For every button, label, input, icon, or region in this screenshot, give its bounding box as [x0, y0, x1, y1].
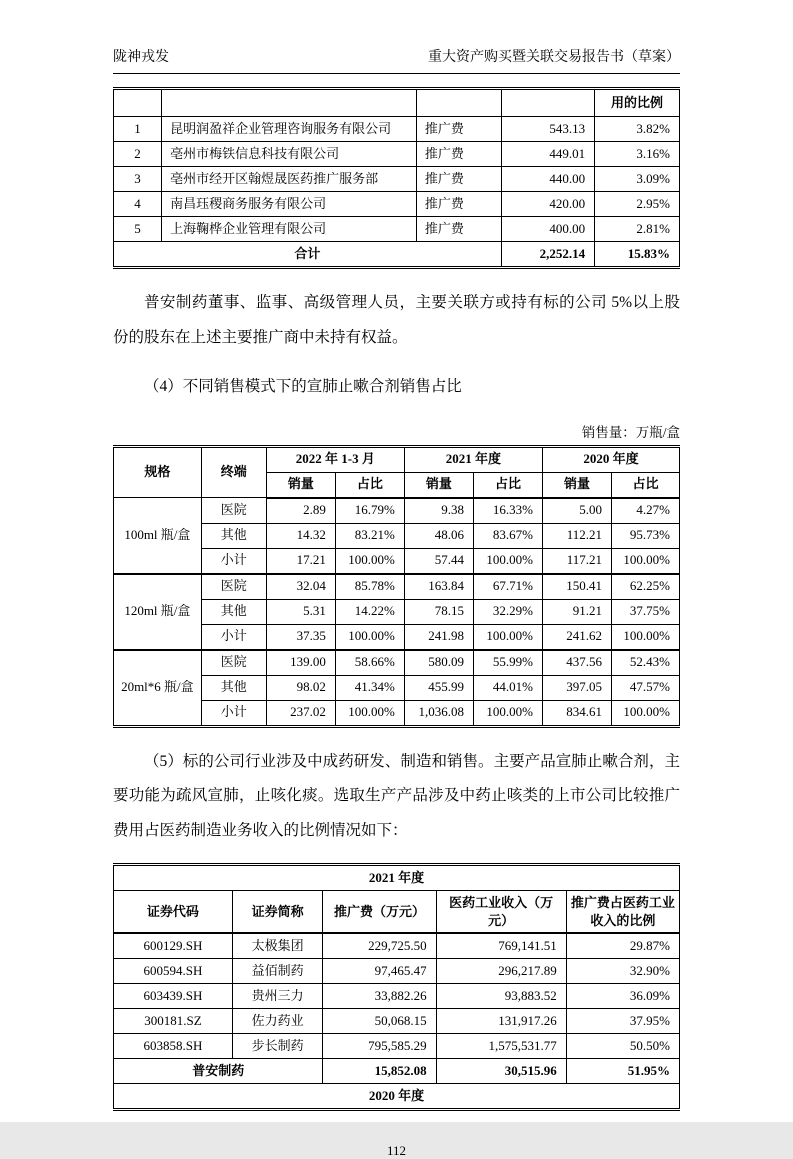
pharma-income: 93,883.52 — [436, 984, 566, 1009]
table-row — [114, 650, 680, 676]
table-row — [114, 1009, 680, 1034]
sales-value: 455.99 — [404, 675, 473, 700]
fee-ratio: 2.81% — [595, 217, 680, 242]
promoter-name: 亳州市经开区翰煜晟医药推广服务部 — [162, 167, 417, 192]
target-pharma-income: 30,515.96 — [436, 1059, 566, 1084]
share-value: 100.00% — [473, 624, 542, 650]
row-index: 5 — [114, 217, 162, 242]
share-value: 37.75% — [612, 599, 680, 624]
terminal-label: 医院 — [201, 574, 266, 600]
sales-value: 1,036.08 — [404, 700, 473, 726]
next-year-title-row — [114, 1084, 680, 1110]
sales-value: 580.09 — [404, 650, 473, 676]
sales-value: 48.06 — [404, 523, 473, 548]
fee-ratio: 37.95% — [566, 1009, 679, 1034]
row-index: 4 — [114, 192, 162, 217]
share-value: 55.99% — [473, 650, 542, 676]
terminal-label: 小计 — [201, 624, 266, 650]
volume-header: 销量 — [404, 472, 473, 498]
security-code: 600594.SH — [114, 959, 233, 984]
share-value: 14.22% — [335, 599, 404, 624]
share-value: 47.57% — [612, 675, 680, 700]
table-row — [114, 959, 680, 984]
security-code: 603439.SH — [114, 984, 233, 1009]
share-value: 32.29% — [473, 599, 542, 624]
sales-value: 117.21 — [542, 548, 611, 574]
header-security-code: 证券代码 — [114, 891, 233, 934]
fee-ratio: 3.16% — [595, 142, 680, 167]
share-value: 83.67% — [473, 523, 542, 548]
table-row — [114, 984, 680, 1009]
promo-fee: 97,465.47 — [323, 959, 436, 984]
security-name: 益佰制药 — [232, 959, 323, 984]
sales-value: 57.44 — [404, 548, 473, 574]
sales-value: 241.62 — [542, 624, 611, 650]
sales-unit-note: 销售量：万瓶/盒 — [581, 424, 680, 440]
share-value: 100.00% — [335, 700, 404, 726]
promoter-name: 亳州市梅铁信息科技有限公司 — [162, 142, 417, 167]
fee-amount: 543.13 — [501, 117, 594, 142]
volume-header: 销量 — [542, 472, 611, 498]
share-value: 44.01% — [473, 675, 542, 700]
share-value: 62.25% — [612, 574, 680, 600]
sales-value: 150.41 — [542, 574, 611, 600]
table-row — [114, 117, 680, 142]
fee-type: 推广费 — [416, 167, 501, 192]
table-row — [114, 1034, 680, 1059]
share-value: 95.73% — [612, 523, 680, 548]
period-header: 2022 年 1-3 月 — [266, 446, 404, 472]
share-value: 85.78% — [335, 574, 404, 600]
fee-amount: 400.00 — [501, 217, 594, 242]
sales-value: 32.04 — [266, 574, 335, 600]
table-row — [114, 498, 680, 524]
spec-label: 20ml*6 瓶/盒 — [114, 650, 202, 727]
row-index: 3 — [114, 167, 162, 192]
table-row — [114, 142, 680, 167]
total-label: 合计 — [114, 242, 502, 268]
table-row — [114, 192, 680, 217]
sales-value: 163.84 — [404, 574, 473, 600]
fee-ratio: 3.82% — [595, 117, 680, 142]
terminal-label: 医院 — [201, 650, 266, 676]
spec-column-header: 规格 — [114, 446, 202, 498]
security-code: 300181.SZ — [114, 1009, 233, 1034]
share-value: 4.27% — [612, 498, 680, 524]
total-ratio: 15.83% — [595, 242, 680, 268]
sales-value: 14.32 — [266, 523, 335, 548]
header-cell-ratio: 用的比例 — [595, 89, 680, 117]
share-value: 52.43% — [612, 650, 680, 676]
target-company-row — [114, 1059, 680, 1084]
header-cell-empty — [114, 89, 162, 117]
share-value: 83.21% — [335, 523, 404, 548]
fee-ratio: 32.90% — [566, 959, 679, 984]
sales-value: 5.31 — [266, 599, 335, 624]
promo-fee: 795,585.29 — [323, 1034, 436, 1059]
fee-amount: 449.01 — [501, 142, 594, 167]
total-row — [114, 242, 680, 268]
volume-header: 销量 — [266, 472, 335, 498]
security-name: 太极集团 — [232, 933, 323, 959]
share-value: 58.66% — [335, 650, 404, 676]
sales-by-channel-table — [113, 445, 680, 728]
spec-label: 100ml 瓶/盒 — [114, 498, 202, 574]
next-year-title: 2020 年度 — [114, 1084, 680, 1110]
total-amount: 2,252.14 — [501, 242, 594, 268]
share-value: 100.00% — [473, 548, 542, 574]
sales-value: 437.56 — [542, 650, 611, 676]
sales-value: 17.21 — [266, 548, 335, 574]
sales-value: 112.21 — [542, 523, 611, 548]
table-row — [114, 574, 680, 600]
fee-ratio: 2.95% — [595, 192, 680, 217]
terminal-column-header: 终端 — [201, 446, 266, 498]
sales-value: 834.61 — [542, 700, 611, 726]
terminal-label: 小计 — [201, 548, 266, 574]
share-header: 占比 — [335, 472, 404, 498]
header-pharma-income: 医药工业收入（万元） — [436, 891, 566, 934]
share-header: 占比 — [612, 472, 680, 498]
sales-value: 98.02 — [266, 675, 335, 700]
share-value: 100.00% — [335, 548, 404, 574]
fee-ratio: 50.50% — [566, 1034, 679, 1059]
promoter-name: 南昌珏稷商务服务有限公司 — [162, 192, 417, 217]
page-header — [113, 46, 680, 74]
header-cell-empty — [501, 89, 594, 117]
paragraph-equity-statement: 普安制药董事、监事、高级管理人员，主要关联方或持有标的公司 5%以上股份的股东在上述主要推广商中未持有权益。 — [113, 294, 680, 346]
terminal-label: 小计 — [201, 700, 266, 726]
sales-value: 241.98 — [404, 624, 473, 650]
fee-ratio: 3.09% — [595, 167, 680, 192]
promoter-name: 昆明润盈祥企业管理咨询服务有限公司 — [162, 117, 417, 142]
page-number: 112 — [386, 1143, 407, 1159]
sales-value: 91.21 — [542, 599, 611, 624]
fee-type: 推广费 — [416, 142, 501, 167]
share-header: 占比 — [473, 472, 542, 498]
fee-type: 推广费 — [416, 192, 501, 217]
promoter-fee-table — [113, 87, 680, 269]
terminal-label: 医院 — [201, 498, 266, 524]
pharma-income: 769,141.51 — [436, 933, 566, 959]
sales-value: 139.00 — [266, 650, 335, 676]
period-header: 2020 年度 — [542, 446, 679, 472]
sales-value: 397.05 — [542, 675, 611, 700]
comparison-header-row — [114, 891, 680, 934]
section-5-paragraph: （5）标的公司行业涉及中成药研发、制造和销售。主要产品宣肺止嗽合剂，主要功能为疏风宣肺，止咳化痰。选取生产产品涉及中药止咳类的上市公司比较推广费用占医药制造业务收入的比例情况如下： — [113, 752, 680, 840]
sales-value: 5.00 — [542, 498, 611, 524]
security-code: 603858.SH — [114, 1034, 233, 1059]
period-header: 2021 年度 — [404, 446, 542, 472]
target-fee-ratio: 51.95% — [566, 1059, 679, 1084]
pharma-income: 1,575,531.77 — [436, 1034, 566, 1059]
row-index: 2 — [114, 142, 162, 167]
fee-type: 推广费 — [416, 217, 501, 242]
promoter-name: 上海鞠桦企业管理有限公司 — [162, 217, 417, 242]
target-company-name: 普安制药 — [114, 1059, 323, 1084]
target-promo-fee: 15,852.08 — [323, 1059, 436, 1084]
header-security-name: 证券简称 — [232, 891, 323, 934]
pharma-income: 296,217.89 — [436, 959, 566, 984]
row-index: 1 — [114, 117, 162, 142]
section-4-heading: （4）不同销售模式下的宣肺止嗽合剂销售占比 — [144, 377, 462, 395]
sales-value: 2.89 — [266, 498, 335, 524]
terminal-label: 其他 — [201, 599, 266, 624]
share-value: 100.00% — [612, 624, 680, 650]
promo-fee: 50,068.15 — [323, 1009, 436, 1034]
header-promo-fee: 推广费（万元） — [323, 891, 436, 934]
header-cell-empty — [416, 89, 501, 117]
pharma-income: 131,917.26 — [436, 1009, 566, 1034]
fee-type: 推广费 — [416, 117, 501, 142]
share-value: 41.34% — [335, 675, 404, 700]
share-value: 16.79% — [335, 498, 404, 524]
share-value: 67.71% — [473, 574, 542, 600]
year-title-row — [114, 865, 680, 891]
fee-amount: 440.00 — [501, 167, 594, 192]
share-value: 100.00% — [612, 700, 680, 726]
sales-value: 78.15 — [404, 599, 473, 624]
sales-value: 9.38 — [404, 498, 473, 524]
security-name: 佐力药业 — [232, 1009, 323, 1034]
fee-amount: 420.00 — [501, 192, 594, 217]
header-cell-empty — [162, 89, 417, 117]
promo-fee: 229,725.50 — [323, 933, 436, 959]
sales-value: 237.02 — [266, 700, 335, 726]
header-fee-ratio: 推广费占医药工业收入的比例 — [566, 891, 679, 934]
terminal-label: 其他 — [201, 523, 266, 548]
sales-value: 37.35 — [266, 624, 335, 650]
fee-ratio: 36.09% — [566, 984, 679, 1009]
share-value: 100.00% — [335, 624, 404, 650]
promo-fee: 33,882.26 — [323, 984, 436, 1009]
table-row — [114, 167, 680, 192]
security-code: 600129.SH — [114, 933, 233, 959]
table-row — [114, 933, 680, 959]
security-name: 步长制药 — [232, 1034, 323, 1059]
header-company-name: 陇神戎发 — [113, 50, 169, 65]
terminal-label: 其他 — [201, 675, 266, 700]
share-value: 16.33% — [473, 498, 542, 524]
year-title: 2021 年度 — [114, 865, 680, 891]
table-row — [114, 217, 680, 242]
promoter-table-header-row — [114, 89, 680, 117]
comparison-table — [113, 863, 680, 1111]
share-value: 100.00% — [612, 548, 680, 574]
fee-ratio: 29.87% — [566, 933, 679, 959]
sales-table-period-row — [114, 446, 680, 472]
share-value: 100.00% — [473, 700, 542, 726]
security-name: 贵州三力 — [232, 984, 323, 1009]
spec-label: 120ml 瓶/盒 — [114, 574, 202, 650]
header-report-title: 重大资产购买暨关联交易报告书（草案） — [428, 50, 680, 65]
